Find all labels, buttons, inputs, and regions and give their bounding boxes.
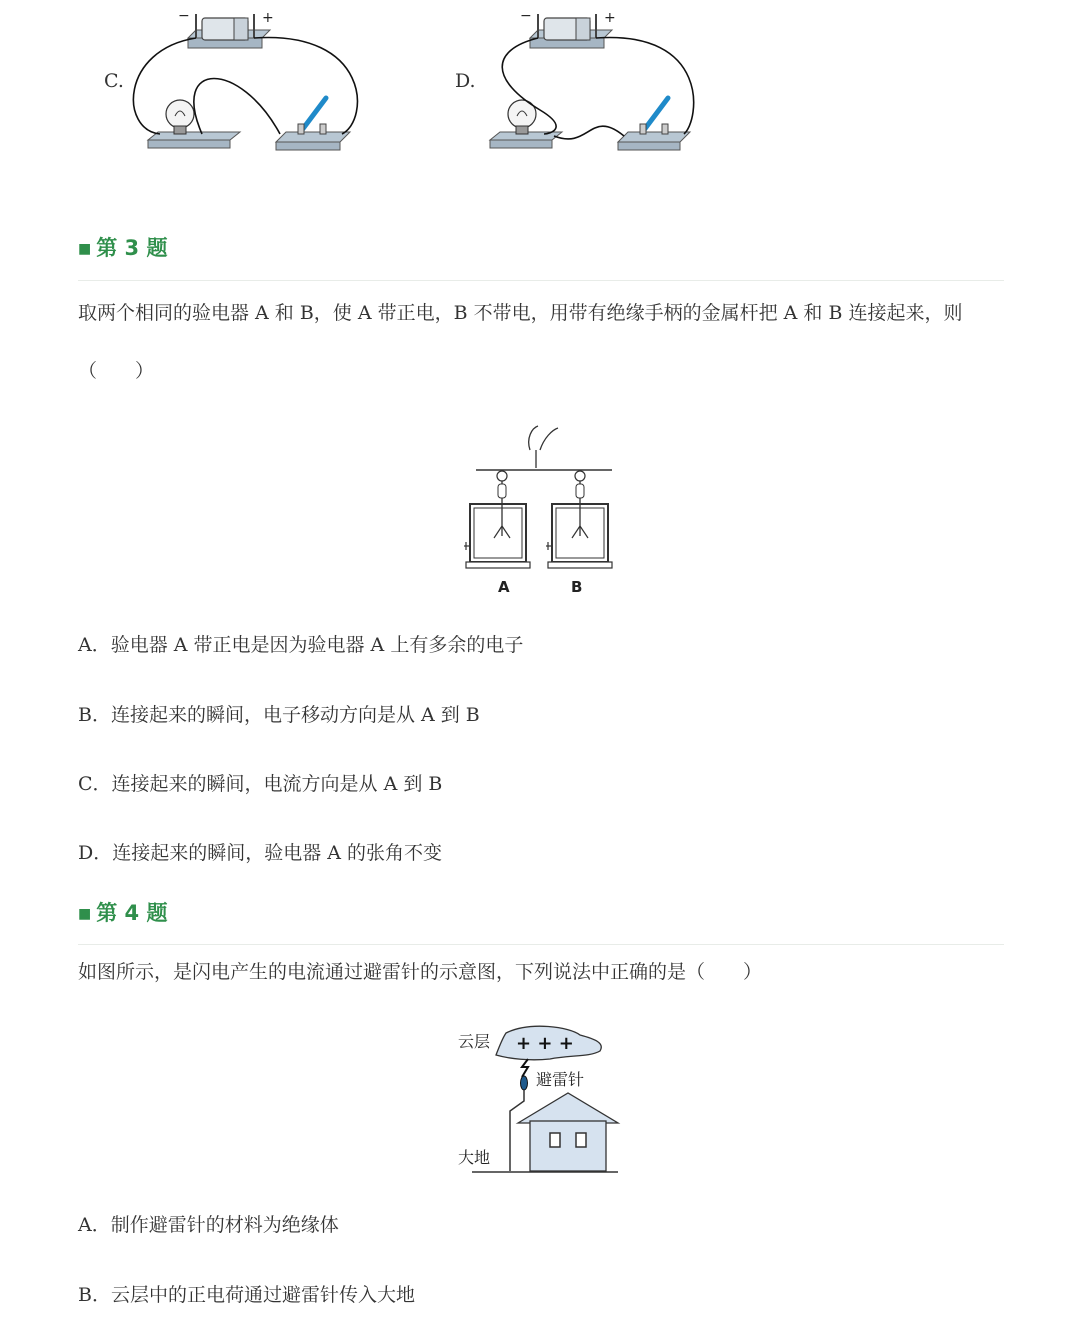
- electroscope-figure: [460, 420, 620, 600]
- question-3-stem-line1: 取两个相同的验电器 A 和 B，使 A 带正电，B 不带电，用带有绝缘手柄的金属杆把 A 和 B 连接起来，则: [78, 302, 963, 324]
- question-4-title: [78, 897, 167, 927]
- circuit-figure-c: [130, 0, 370, 160]
- q4-option-a[interactable]: A．制作避雷针的材料为绝缘体: [78, 1214, 339, 1236]
- q3-option-a[interactable]: A．验电器 A 带正电是因为验电器 A 上有多余的电子: [78, 634, 524, 656]
- option-d-label: D.: [455, 70, 476, 92]
- square-bullet-icon: ■: [78, 906, 92, 922]
- question-3-stem-line2: （ ）: [78, 360, 155, 382]
- label-a: A: [498, 578, 510, 596]
- label-b: B: [571, 578, 583, 596]
- cloud-label: 云层: [458, 1032, 491, 1051]
- q3-option-c[interactable]: C．连接起来的瞬间，电流方向是从 A 到 B: [78, 773, 443, 795]
- rod-label: 避雷针: [536, 1070, 585, 1089]
- minus-sign: −: [178, 8, 190, 24]
- plus-sign: +: [604, 10, 616, 26]
- divider: [78, 280, 1004, 281]
- q4-option-b[interactable]: B．云层中的正电荷通过避雷针传入大地: [78, 1284, 415, 1306]
- ground-label: 大地: [458, 1148, 491, 1167]
- minus-sign: −: [520, 8, 532, 24]
- q3-option-d[interactable]: D．连接起来的瞬间，验电器 A 的张角不变: [78, 842, 443, 864]
- plus-sign: +: [262, 10, 274, 26]
- square-bullet-icon: ■: [78, 241, 92, 257]
- lightning-rod-figure: [450, 1015, 630, 1180]
- divider: [78, 944, 1004, 945]
- question-4-title-text: 第 4 题: [96, 901, 168, 925]
- q3-option-b[interactable]: B．连接起来的瞬间，电子移动方向是从 A 到 B: [78, 704, 480, 726]
- cloud-charges: + + +: [516, 1033, 574, 1054]
- circuit-figure-d: [480, 0, 720, 160]
- question-3-title: [78, 232, 167, 262]
- question-3-title-text: 第 3 题: [96, 236, 168, 260]
- question-4-stem: 如图所示，是闪电产生的电流通过避雷针的示意图，下列说法中正确的是（ ）: [78, 961, 763, 983]
- option-c-label: C.: [104, 70, 124, 92]
